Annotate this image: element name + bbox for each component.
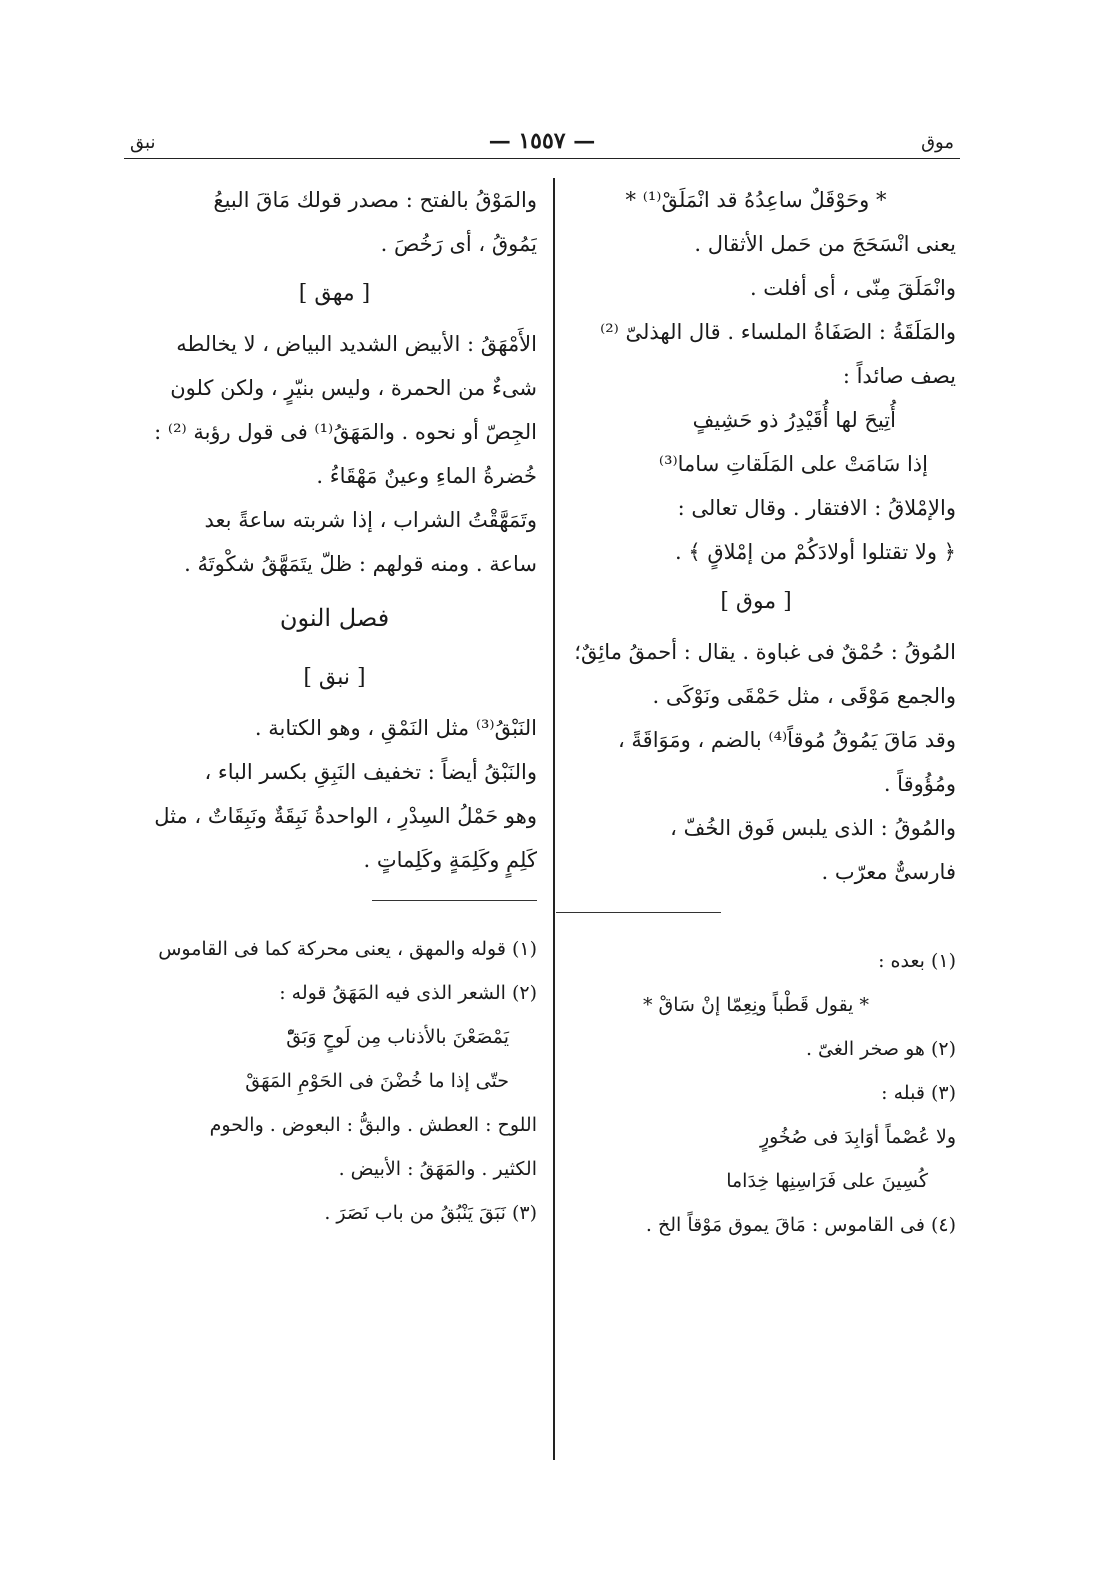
text-line: يعنى انْسَحَجَ من حَمل الأثقال .	[694, 232, 956, 256]
footnote-verse: * يقول قَطْباً ونِعِمّا إنْ سَاقْ *	[642, 994, 870, 1016]
text-line: شىءٌ من الحمرة ، وليس بنيّرٍ ، ولكن كلون	[170, 376, 537, 400]
footnote-line: (٢) الشعر الذى فيه المَهَقُ قوله :	[279, 982, 537, 1004]
header-entry-left: نبق	[130, 132, 156, 153]
footnote-verse: كُسِينَ على فَرَاسِنِها خِدَاما	[726, 1170, 928, 1192]
text-line: والنَبْقُ أيضاً : تخفيف النَبِقِ بكسر الباء ،	[204, 760, 537, 784]
text-line: النَبْقُ⁽³⁾ مثل النَمْقِ ، وهو الكتابة .	[254, 716, 537, 740]
text-line: والمَلَقَةُ : الصَفَاةُ الملساء . قال الهذلىّ ⁽²⁾	[600, 320, 956, 344]
text-line: الأَمْهَقُ : الأبيض الشديد البياض ، لا يخالطه	[176, 332, 537, 356]
column-divider	[553, 178, 555, 1460]
text-line: فارسىٌّ معرّب .	[821, 860, 956, 884]
text-line: ساعة . ومنه قولهم : ظلّ يتَمَهَّقُ شكْوتَهُ .	[184, 552, 537, 576]
text-line: الجِصّ أو نحوه . والمَهَقُ⁽¹⁾ فى قول رؤبة ⁽²⁾ :	[154, 420, 537, 444]
text-line: والمَوْقُ بالفتح : مصدر قولك مَاقَ البيعُ	[213, 188, 537, 212]
footnote-line: (٣) قبله :	[881, 1082, 956, 1104]
footnote-line: (٢) هو صخر الغىّ .	[805, 1038, 956, 1060]
text-line: والجمع مَوْقَى ، مثل حَمْقَى ونَوْكَى .	[652, 684, 956, 708]
verse-line: أُتِيحَ لها أُقَيْدِرُ ذو حَشِيفٍ	[692, 408, 896, 432]
right-column	[556, 178, 956, 1247]
entry-heading: [ نبق ]	[303, 665, 366, 690]
left-column	[132, 178, 537, 1235]
footnote-rule	[556, 912, 721, 913]
entry-heading: [ موق ]	[720, 589, 792, 614]
text-line: كَلِمٍ وكَلِمَةٍ وكَلِماتٍ .	[363, 848, 537, 872]
footnote-rule	[372, 900, 537, 901]
page-header	[124, 128, 960, 159]
header-entry-right: موق	[921, 132, 954, 153]
page-number: — ١٥٥٧ —	[488, 128, 596, 154]
text-line: ومُؤُوقاً .	[883, 772, 956, 796]
text-line: يَمُوقُ ، أى رَخُصَ .	[380, 232, 537, 256]
footnote-verse: حتّى إذا ما خُضْنَ فى الحَوْمِ المَهَقْ	[245, 1070, 509, 1092]
footnotes	[132, 927, 537, 1235]
chapter-heading: فصل النون	[279, 604, 390, 632]
footnotes	[556, 939, 956, 1247]
verse-line: * وحَوْقَلٌ ساعِدُهُ قد انْمَلَقْ⁽¹⁾ *	[625, 188, 887, 212]
text-line: والمُوقُ : الذى يلبس فَوق الخُفّ ،	[670, 816, 956, 840]
text-line: والإمْلاقُ : الافتقار . وقال تعالى :	[677, 496, 956, 520]
verse-line: إذا سَامَتْ على المَلَقاتِ ساما⁽³⁾	[658, 452, 928, 476]
entry-heading: [ مهق ]	[298, 281, 371, 306]
text-line: وقد مَاقَ يَمُوقُ مُوقاً⁽⁴⁾ بالضم ، ومَوَاقَةً ،	[617, 728, 956, 752]
text-line: وتَمَهَّقْتُ الشراب ، إذا شربته ساعةً بعد	[204, 508, 537, 532]
footnote-line: (٤) فى القاموس : مَاقَ يموق مَوْقاً الخ .	[645, 1214, 956, 1236]
text-line: خُضرةُ الماءِ وعينٌ مَهْقَاءُ .	[316, 464, 537, 488]
footnote-line: (١) بعده :	[878, 950, 956, 972]
text-line: المُوقُ : حُمْقٌ فى غباوة . يقال : أحمقُ مائِقٌ؛	[574, 640, 956, 664]
text-line: ﴿ ولا تقتلوا أولادَكُمْ من إمْلاقٍ ﴾ .	[675, 540, 956, 564]
footnote-verse: ولا عُصْماً أوَابِدَ فى صُخُورٍ	[759, 1126, 956, 1148]
footnote-line: الكثير . والمَهَقُ : الأبيض .	[338, 1158, 537, 1180]
footnote-line: (١) قوله والمهق ، يعنى محركة كما فى القاموس	[158, 938, 537, 960]
footnote-line: (٣) نَبَقَ يَنْبُقُ من باب نَصَرَ .	[324, 1202, 537, 1224]
footnote-line: اللوح : العطش . والبقُّ : البعوض . والحوم	[209, 1114, 537, 1136]
text-line: وهو حَمْلُ السِدْرِ ، الواحدةُ نَبِقَةٌ ونَبِقَاتٌ ، مثل	[154, 804, 537, 828]
text-line: يصف صائداً :	[842, 364, 956, 388]
text-line: وانْمَلَقَ مِنّى ، أى أفلت .	[749, 276, 956, 300]
footnote-verse: يَمْصَعْنَ بالأذناب مِن لَوحٍ وَبَقّْ	[286, 1026, 509, 1048]
